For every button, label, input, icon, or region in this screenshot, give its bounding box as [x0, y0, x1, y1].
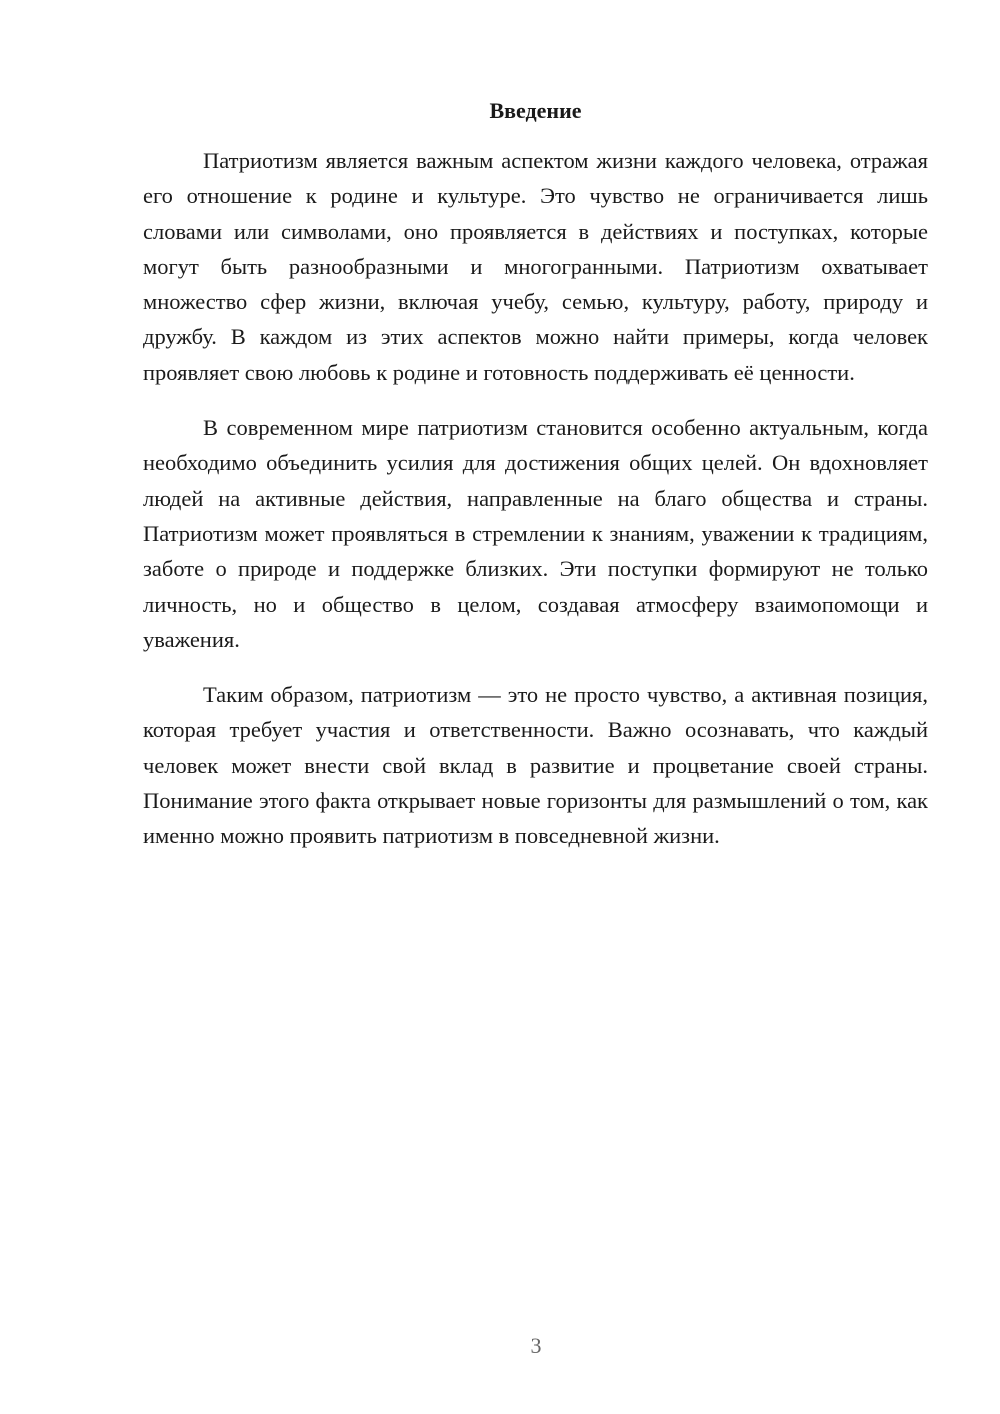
paragraph-3: Таким образом, патриотизм — это не просто чувство, а активная позиция, которая требует участия и ответственности. Важно осознавать, что каждый человек может внести свой вклад в развитие и процветание своей страны. Понимание этого факта открывает новые горизонты для размышлений о том, как именно можно проявить патриотизм в повседневной жизни. — [143, 682, 928, 849]
page-title: Введение — [489, 98, 582, 123]
page-number: 3 — [530, 1333, 542, 1358]
document-body — [143, 143, 928, 874]
paragraph-2: В современном мире патриотизм становится особенно актуальным, когда необходимо объединить усилия для достижения общих целей. Он вдохновляет людей на активные действия, направленные на благо общества и страны. Патриотизм может проявляться в стремлении к знаниям, уважении к традициям, заботе о природе и поддержке близких. Эти поступки формируют не только личность, но и общество в целом, создавая атмосферу взаимопомощи и уважения. — [143, 415, 928, 652]
paragraph-1: Патриотизм является важным аспектом жизни каждого человека, отражая его отношение к родине и культуре. Это чувство не ограничивается лишь словами или символами, оно проявляется в действиях и поступках, которые могут быть разнообразными и многогранными. Патриотизм охватывает множество сфер жизни, включая учебу, семью, культуру, работу, природу и дружбу. В каждом из этих аспектов можно найти примеры, когда человек проявляет свою любовь к родине и готовность поддерживать её ценности. — [143, 148, 928, 385]
